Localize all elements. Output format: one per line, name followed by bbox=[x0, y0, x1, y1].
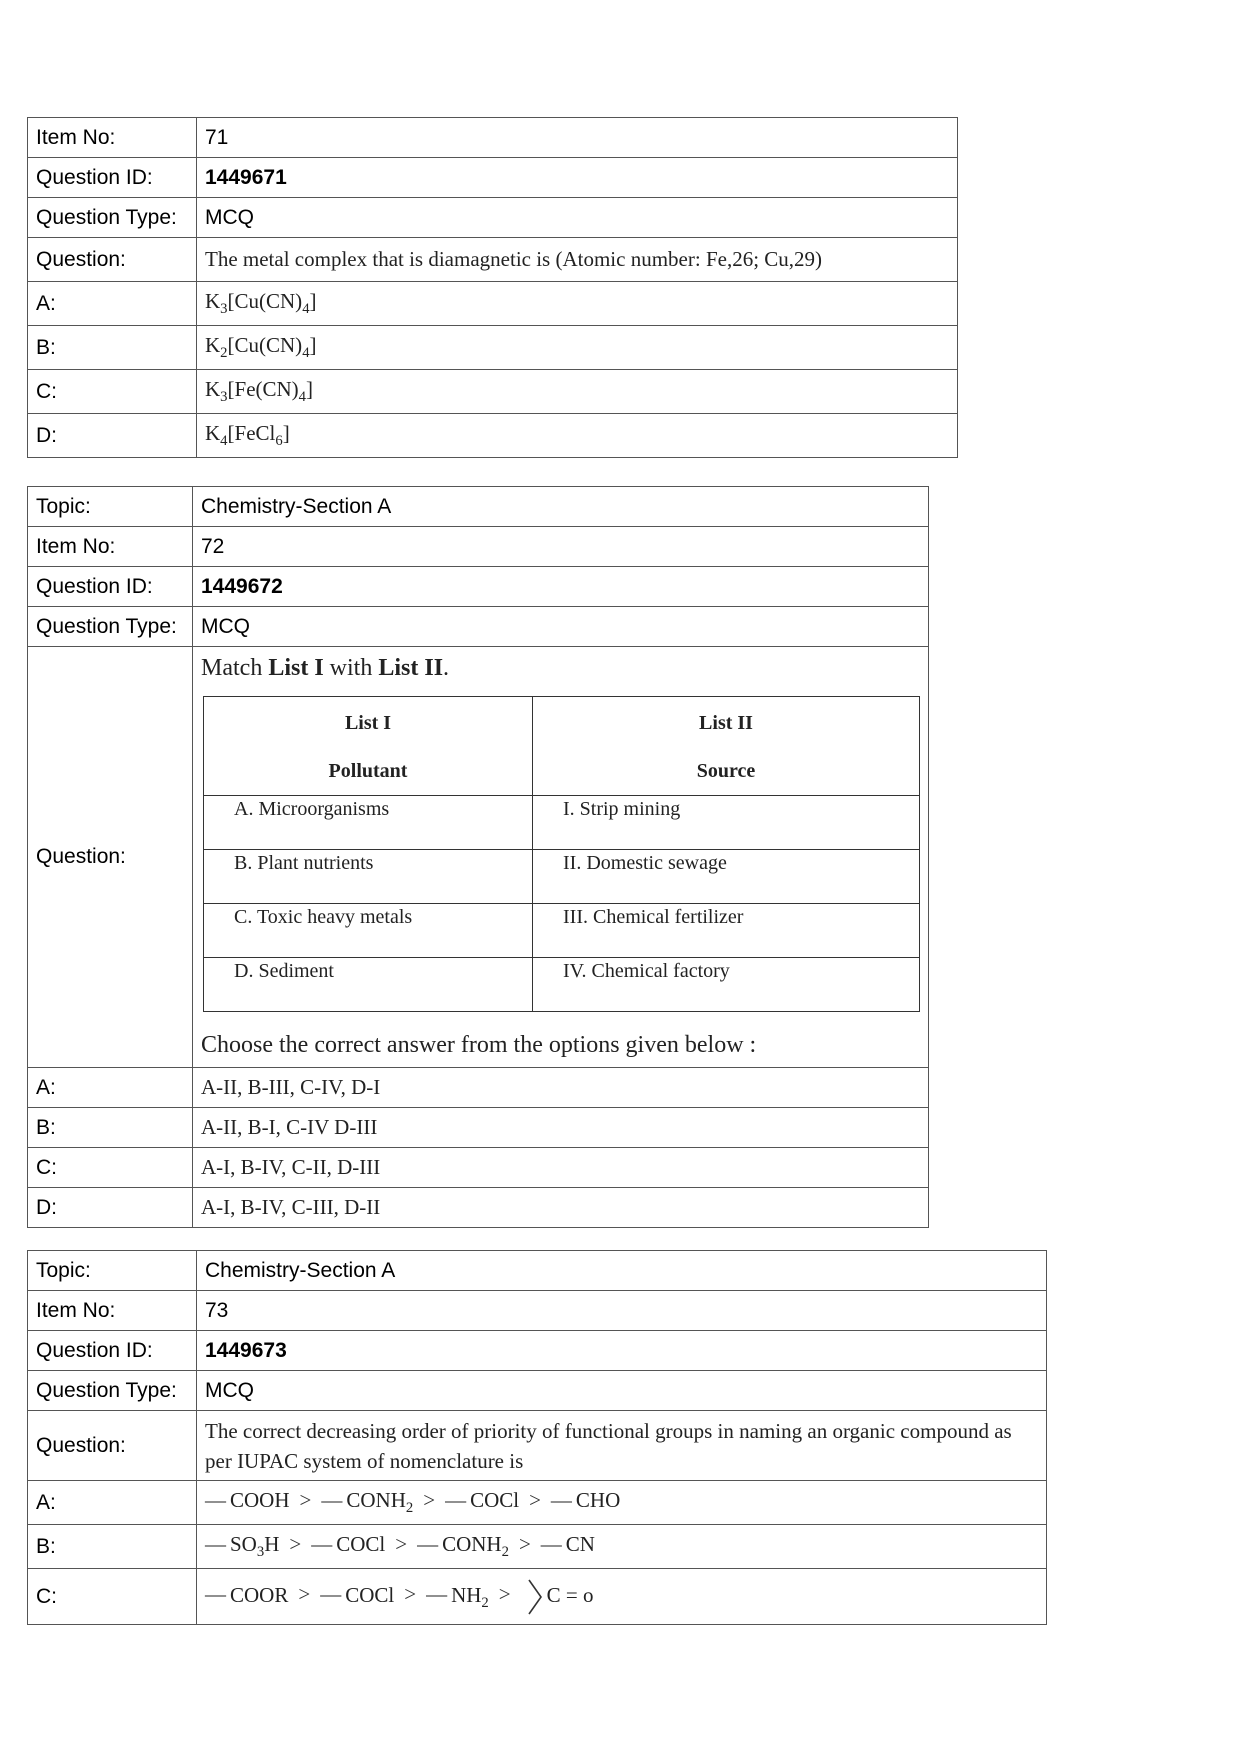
option-c-text: A-I, B-IV, C-II, D-III bbox=[193, 1148, 929, 1188]
option-c-label: C: bbox=[28, 1148, 193, 1188]
option-b-formula: $K_2[Cu(CN)_4]$ bbox=[197, 326, 958, 370]
question-id-value: 1449671 bbox=[197, 158, 958, 198]
carbonyl-bond-chevron bbox=[527, 1578, 543, 1616]
option-a-text: A-II, B-III, C-IV, D-I bbox=[193, 1068, 929, 1108]
option-a-label: A: bbox=[28, 282, 197, 326]
list2-item: II. Domestic sewage bbox=[533, 850, 920, 904]
question-id-value: 1449673 bbox=[197, 1331, 1047, 1371]
item-no-value: 71 bbox=[197, 118, 958, 158]
topic-label: Topic: bbox=[28, 1251, 197, 1291]
option-d-label: D: bbox=[28, 1188, 193, 1228]
item-no-label: Item No: bbox=[28, 1291, 197, 1331]
option-c-label: C: bbox=[28, 1569, 197, 1625]
option-a-formula: — COOH > — $CONH_2$ > — COCl > — CHO bbox=[197, 1481, 1047, 1525]
question-type-value: MCQ bbox=[197, 1371, 1047, 1411]
list1-header: List I Pollutant bbox=[204, 697, 533, 796]
question-table-73 bbox=[27, 1250, 1047, 1625]
list1-item: C. Toxic heavy metals bbox=[204, 904, 533, 958]
list2-header: List II Source bbox=[533, 697, 920, 796]
question-type-label: Question Type: bbox=[28, 1371, 197, 1411]
question-text: The correct decreasing order of priority of functional groups in naming an organic compound as per IUPAC system of nomenclature is bbox=[197, 1411, 1047, 1481]
match-table bbox=[203, 696, 920, 1012]
list2-item: I. Strip mining bbox=[533, 796, 920, 850]
question-table-71 bbox=[27, 117, 958, 458]
option-a-formula: $K_3[Cu(CN)_4]$ bbox=[197, 282, 958, 326]
question-label: Question: bbox=[28, 1411, 197, 1481]
item-no-value: 72 bbox=[193, 527, 929, 567]
option-d-text: A-I, B-IV, C-III, D-II bbox=[193, 1188, 929, 1228]
question-match-cell bbox=[193, 647, 929, 1068]
question-type-value: MCQ bbox=[193, 607, 929, 647]
list1-item: D. Sediment bbox=[204, 958, 533, 1012]
question-id-value: 1449672 bbox=[193, 567, 929, 607]
question-id-label: Question ID: bbox=[28, 567, 193, 607]
option-d-formula: $K_4[FeCl_6]$ bbox=[197, 414, 958, 458]
option-a-label: A: bbox=[28, 1068, 193, 1108]
question-text: The metal complex that is diamagnetic is (Atomic number: Fe,26; Cu,29) bbox=[197, 238, 958, 282]
option-b-formula: — $SO_3H$ > — COCl > — $CONH_2$ > — CN bbox=[197, 1525, 1047, 1569]
option-c-label: C: bbox=[28, 370, 197, 414]
question-id-label: Question ID: bbox=[28, 158, 197, 198]
option-b-label: B: bbox=[28, 326, 197, 370]
question-id-label: Question ID: bbox=[28, 1331, 197, 1371]
list2-item: III. Chemical fertilizer bbox=[533, 904, 920, 958]
topic-value: Chemistry-Section A bbox=[193, 487, 929, 527]
question-type-value: MCQ bbox=[197, 198, 958, 238]
option-d-label: D: bbox=[28, 414, 197, 458]
match-outro: Choose the correct answer from the options given below : bbox=[201, 1032, 757, 1058]
list1-item: A. Microorganisms bbox=[204, 796, 533, 850]
question-table-72 bbox=[27, 486, 929, 1228]
question-type-label: Question Type: bbox=[28, 607, 193, 647]
topic-value: Chemistry-Section A bbox=[197, 1251, 1047, 1291]
option-c-formula: — COOR > — COCl > — $NH_2 > C = o$ bbox=[197, 1569, 1047, 1625]
match-intro: Match List I with List II. bbox=[201, 655, 450, 681]
list2-item: IV. Chemical factory bbox=[533, 958, 920, 1012]
item-no-value: 73 bbox=[197, 1291, 1047, 1331]
option-c-formula: $K_3[Fe(CN)_4]$ bbox=[197, 370, 958, 414]
question-type-label: Question Type: bbox=[28, 198, 197, 238]
option-b-label: B: bbox=[28, 1108, 193, 1148]
item-no-label: Item No: bbox=[28, 118, 197, 158]
question-label: Question: bbox=[28, 238, 197, 282]
list1-item: B. Plant nutrients bbox=[204, 850, 533, 904]
option-b-text: A-II, B-I, C-IV D-III bbox=[193, 1108, 929, 1148]
item-no-label: Item No: bbox=[28, 527, 193, 567]
question-label: Question: bbox=[28, 647, 193, 1068]
option-b-label: B: bbox=[28, 1525, 197, 1569]
topic-label: Topic: bbox=[28, 487, 193, 527]
option-a-label: A: bbox=[28, 1481, 197, 1525]
